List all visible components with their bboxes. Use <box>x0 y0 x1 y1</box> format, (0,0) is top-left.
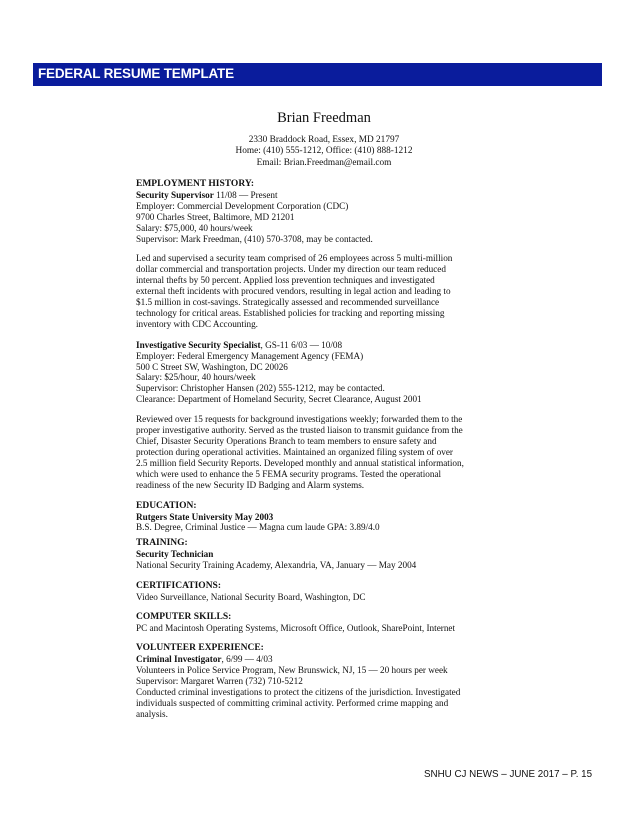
job-description-line: 2.5 million field Security Reports. Developed monthly and annual statistical information, <box>136 457 464 468</box>
education-degree: B.S. Degree, Criminal Justice — Magna cum laude GPA: 3.89/4.0 <box>136 522 380 533</box>
computer-skills-detail: PC and Macintosh Operating Systems, Microsoft Office, Outlook, SharePoint, Internet <box>136 623 456 634</box>
job-description-line: readiness of the new Security ID Badging and Alarm systems. <box>136 479 365 490</box>
banner-title: FEDERAL RESUME TEMPLATE <box>38 66 234 81</box>
job-description-line: protection during operational activities. Maintained an organized filing system of over <box>136 446 453 457</box>
job-dates: , GS-11 6/03 — 10/08 <box>260 339 343 350</box>
employment-section <box>136 179 506 491</box>
job-description-line: which were used to enhance the 5 FEMA security programs. Tested the operational <box>136 468 442 479</box>
contact-email: Email: Brian.Freedman@email.com <box>256 157 392 168</box>
job-detail: Supervisor: Mark Freedman, (410) 570-3708, may be contacted. <box>136 233 373 244</box>
job-description-line: proper investigative authority. Served as the trusted liaison to transmit guidance from the <box>136 425 463 436</box>
job-description-line: technology for critical areas. Established policies for tracking and reporting missing <box>136 307 445 318</box>
education-school: Rutgers State University May 2003 <box>136 511 274 522</box>
resume-document <box>136 110 506 719</box>
job-description-line: Reviewed over 15 requests for background investigations weekly; forwarded them to the <box>136 414 463 425</box>
certifications-section <box>136 581 506 603</box>
job-description-line: external theft incidents with procured vendors, resulting in legal action and leading to <box>136 286 451 297</box>
training-section <box>136 538 506 571</box>
contact-block <box>136 135 506 169</box>
training-detail: National Security Training Academy, Alexandria, VA, January — May 2004 <box>136 560 417 571</box>
job-description-line: inventory with CDC Accounting. <box>136 318 258 329</box>
employment-heading: EMPLOYMENT HISTORY: <box>136 178 254 189</box>
job-title-line <box>136 340 506 351</box>
volunteer-detail: analysis. <box>136 708 168 719</box>
volunteer-heading: VOLUNTEER EXPERIENCE: <box>136 642 264 653</box>
job-dates: 11/08 — Present <box>213 189 278 200</box>
job-description-line: dollar commercial and transportation projects. Under my direction our team reduced <box>136 264 446 275</box>
volunteer-detail: Volunteers in Police Service Program, New Brunswick, NJ, 15 — 20 hours per week <box>136 664 448 675</box>
volunteer-title-line <box>136 654 506 665</box>
job-detail: Clearance: Department of Homeland Security, Secret Clearance, August 2001 <box>136 394 422 405</box>
computer-skills-section <box>136 612 506 634</box>
volunteer-detail: Conducted criminal investigations to protect the citizens of the jurisdiction. Investigated <box>136 686 461 697</box>
job-description-line: internal thefts by 50 percent. Applied loss prevention techniques and investigated <box>136 275 435 286</box>
volunteer-section <box>136 643 506 719</box>
job-detail: 9700 Charles Street, Baltimore, MD 21201 <box>136 211 295 222</box>
job-detail: Employer: Commercial Development Corporation (CDC) <box>136 200 349 211</box>
volunteer-dates: , 6/99 — 4/03 <box>221 653 273 664</box>
contact-address: 2330 Braddock Road, Essex, MD 21797 <box>248 135 400 145</box>
certifications-detail: Video Surveillance, National Security Board, Washington, DC <box>136 592 366 603</box>
job-title: Security Supervisor <box>136 189 214 200</box>
certifications-heading: CERTIFICATIONS: <box>136 581 222 592</box>
job-title: Investigative Security Specialist <box>136 339 261 350</box>
training-heading: TRAINING: <box>136 538 188 549</box>
volunteer-title: Criminal Investigator <box>136 653 222 664</box>
page-footer: SNHU CJ NEWS – JUNE 2017 – P. 15 <box>424 769 593 780</box>
education-heading: EDUCATION: <box>136 500 197 511</box>
job-description-line: $1.5 million in cost-savings. Strategically assessed and recommended surveillance <box>136 297 440 308</box>
job-description-line: Chief, Disaster Security Operations Branch to team members to ensure safety and <box>136 436 437 447</box>
job-detail: Salary: $25/hour, 40 hours/week <box>136 372 256 383</box>
resume-name: Brian Freedman <box>277 110 371 126</box>
job-detail: Supervisor: Christopher Hansen (202) 555-1212, may be contacted. <box>136 383 385 394</box>
job-description-line: Led and supervised a security team comprised of 26 employees across 5 multi-million <box>136 253 453 264</box>
job-detail: Salary: $75,000, 40 hours/week <box>136 222 253 233</box>
education-section <box>136 501 506 534</box>
contact-phone: Home: (410) 555-1212, Office: (410) 888-1212 <box>235 146 413 157</box>
computer-skills-heading: COMPUTER SKILLS: <box>136 612 232 623</box>
job-detail: 500 C Street SW, Washington, DC 20026 <box>136 361 288 372</box>
volunteer-detail: individuals suspected of committing criminal activity. Performed crime mapping and <box>136 697 449 708</box>
job-detail: Employer: Federal Emergency Management Agency (FEMA) <box>136 350 364 361</box>
training-title: Security Technician <box>136 549 214 560</box>
job-title-line <box>136 190 506 201</box>
header-banner <box>33 63 602 86</box>
volunteer-detail: Supervisor: Margaret Warren (732) 710-5212 <box>136 675 303 686</box>
